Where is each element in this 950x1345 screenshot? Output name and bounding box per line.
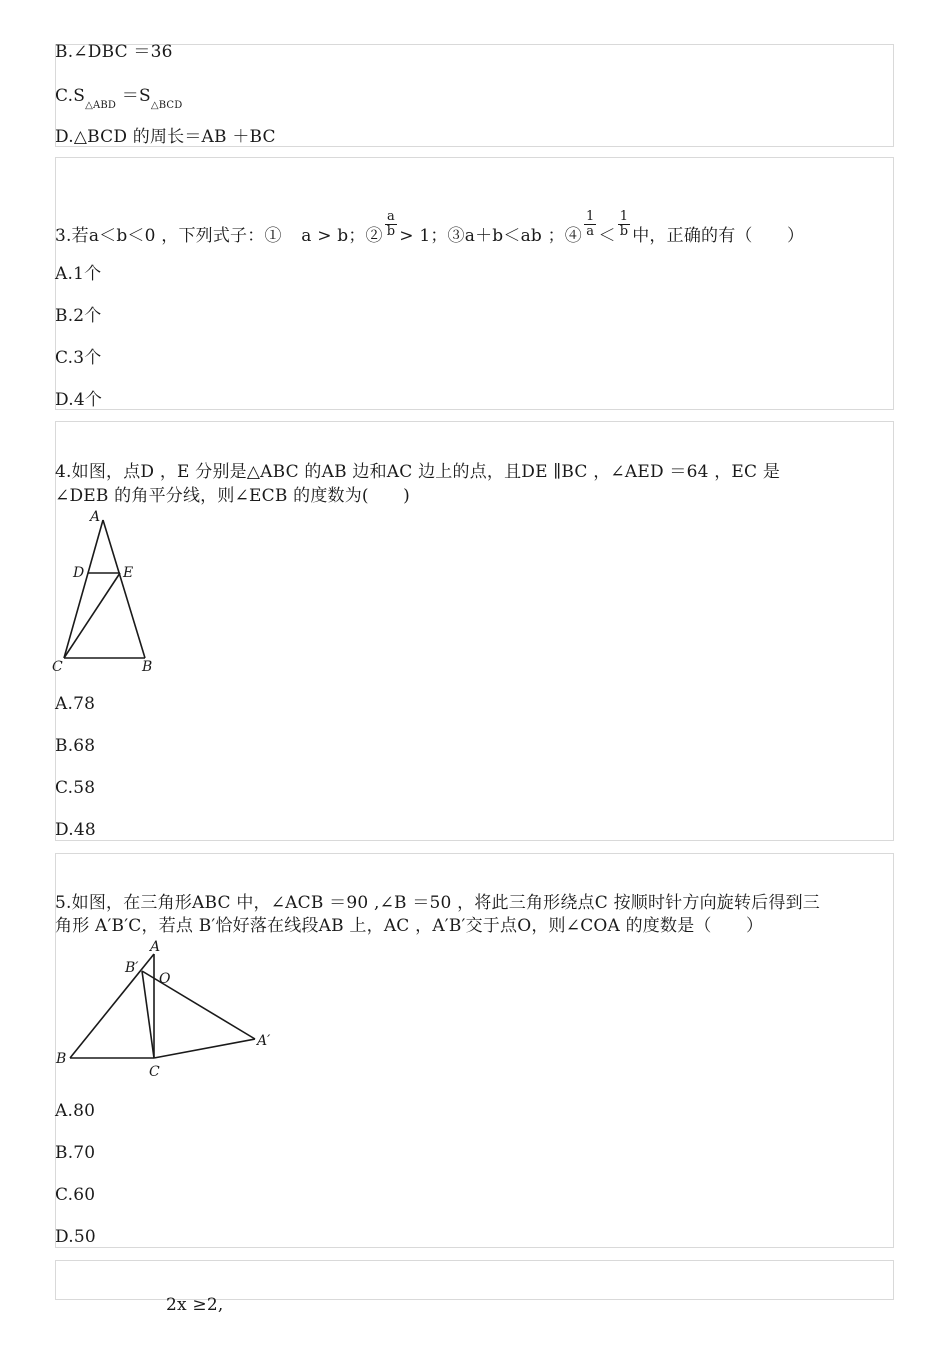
q2-option-c-mid: ＝S: [116, 86, 151, 106]
q5-label-b: B: [56, 1051, 67, 1067]
q4-label-e: E: [123, 565, 134, 581]
q5-segment-b1c: [142, 971, 154, 1058]
q5-option-c[interactable]: C.60: [55, 1185, 96, 1205]
q4-segment-ec: [64, 573, 120, 658]
q5-segment-ca1: [154, 1039, 255, 1058]
question-3-box: [55, 157, 894, 410]
question-4-box: [55, 421, 894, 841]
q3-item2-tail: > 1；③a＋b＜ab ；④: [399, 226, 582, 246]
q3-option-c[interactable]: C.3个: [55, 348, 102, 368]
q4-stem-line2: ∠DEB 的角平分线，则∠ECB 的度数为( ): [55, 486, 411, 506]
q2-option-d[interactable]: D.△BCD 的周长＝AB ＋BC: [55, 127, 276, 147]
q5-option-d[interactable]: D.50: [55, 1227, 96, 1247]
q6-partial-text: 2x ≥2,: [166, 1295, 224, 1315]
q2-option-c-sub1: △ABD: [85, 100, 117, 111]
q5-stem-line2: 角形 A′B′C，若点 B′恰好落在线段AB 上，AC ，A′B′交于点O，则∠COA 的度数是（ ）: [55, 916, 764, 936]
q3-stem-suffix: 中，正确的有（ ）: [632, 226, 805, 246]
q5-label-b1: B′: [125, 960, 139, 976]
q3-fraction-a-over-b: $\frac{a}{b}$: [386, 209, 396, 239]
q2-option-b[interactable]: B.∠DBC ＝36: [55, 42, 173, 62]
q3-stem: [55, 209, 805, 251]
q5-label-a1: A′: [257, 1033, 271, 1049]
q3-less-than: ＜: [598, 226, 616, 246]
q5-label-c: C: [149, 1064, 160, 1080]
q3-item1: a > b；②: [301, 226, 383, 246]
q5-label-o: O: [159, 971, 171, 987]
q4-label-a: A: [90, 509, 101, 525]
q3-fraction-1-over-a: $\frac{1}{a}$: [586, 209, 595, 239]
q2-option-c-sub2: △BCD: [150, 100, 183, 111]
q4-label-b: B: [142, 659, 153, 675]
q4-label-c: C: [52, 659, 63, 675]
q2-option-c[interactable]: [55, 86, 183, 109]
q3-stem-prefix: 3.若a＜b＜0 ，下列式子：①: [55, 226, 282, 246]
q4-label-d: D: [73, 565, 85, 581]
q4-stem-line1: 4.如图，点D ，E 分别是△ABC 的AB 边和AC 边上的点，且DE ∥BC ，∠AED ＝64 ，EC 是: [55, 462, 781, 482]
q4-option-b[interactable]: B.68: [55, 736, 96, 756]
q5-stem-line1: 5.如图，在三角形ABC 中，∠ACB ＝90 ,∠B ＝50 ，将此三角形绕点C 按顺时针方向旋转后得到三: [55, 893, 820, 913]
q3-option-b[interactable]: B.2个: [55, 306, 102, 326]
question-6-box: [55, 1260, 894, 1300]
q3-fraction-1-over-b: $\frac{1}{b}$: [619, 209, 629, 239]
q5-side-ba: [70, 954, 154, 1058]
q3-option-d[interactable]: D.4个: [55, 390, 103, 410]
q2-option-c-prefix: C.S: [55, 86, 86, 106]
q5-option-a[interactable]: A.80: [55, 1101, 96, 1121]
q5-rotation-figure: [52, 938, 282, 1083]
q4-option-c[interactable]: C.58: [55, 778, 96, 798]
q4-triangle-figure: [50, 508, 160, 678]
q4-side-ac: [64, 520, 103, 658]
q5-option-b[interactable]: B.70: [55, 1143, 96, 1163]
q4-option-a[interactable]: A.78: [55, 694, 96, 714]
q5-label-a: A: [150, 939, 161, 955]
q4-option-d[interactable]: D.48: [55, 820, 96, 840]
q3-option-a[interactable]: A.1个: [55, 264, 102, 284]
